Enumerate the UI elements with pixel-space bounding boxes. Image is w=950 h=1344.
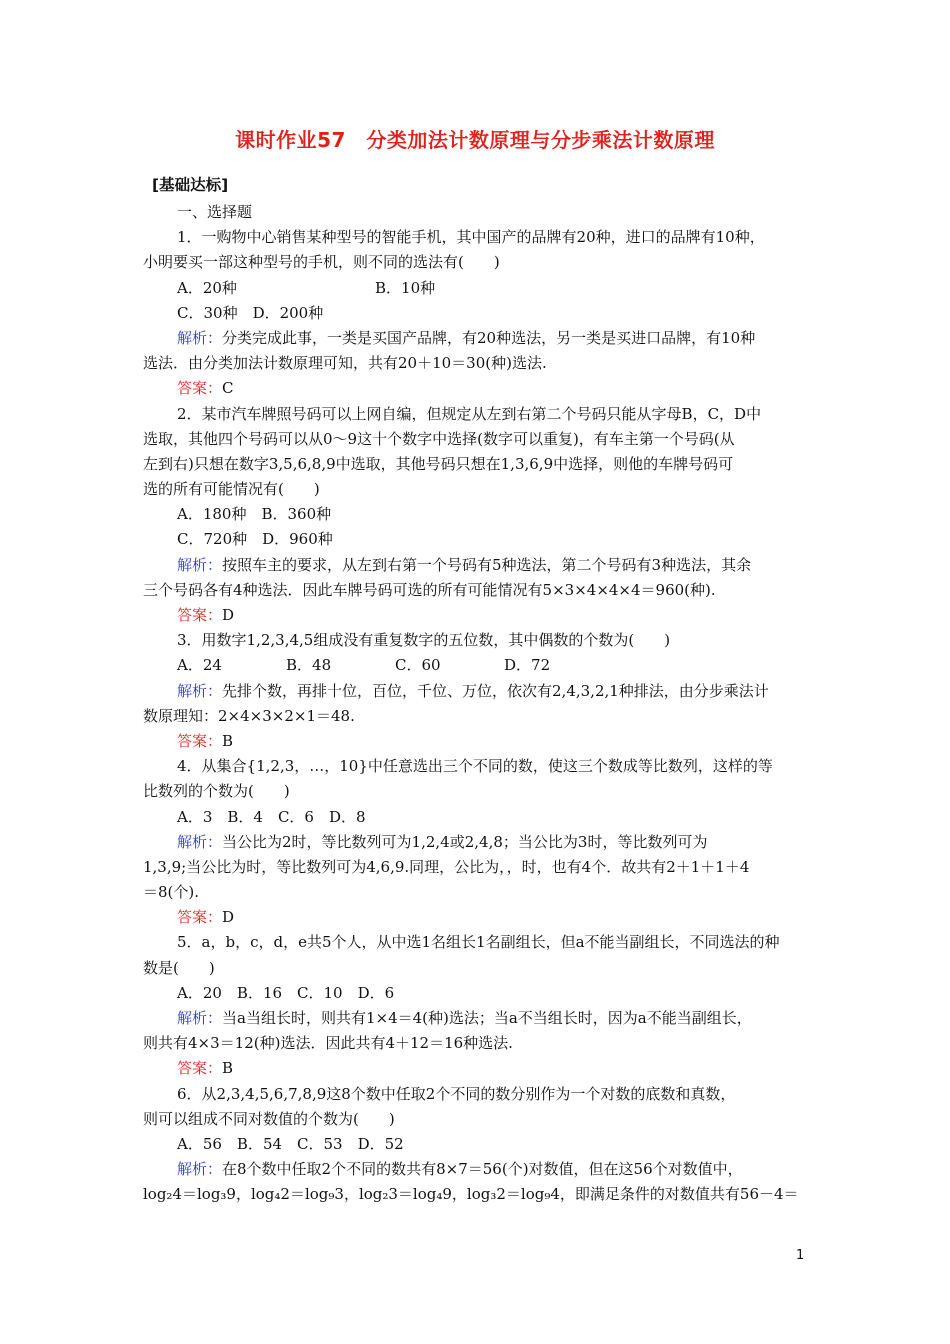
explanation-label: 解析：: [177, 1009, 223, 1027]
q1-options: [143, 276, 808, 301]
explanation-text: 分类完成此事，一类是买国产品牌，有20种选法，另一类是买进口品牌，有10种: [222, 328, 756, 347]
q6-stem-line: 6．从2,3,4,5,6,7,8,9这8个数中任取2个不同的数分别作为一个对数的底数和真数，: [177, 1084, 736, 1103]
q5-explanation: [143, 1006, 808, 1031]
page-number: 1: [796, 1248, 805, 1263]
q1-option-b: B．10种: [375, 278, 436, 297]
explanation-text: 当公比为2时，等比数列可为1,2,4或2,4,8；当公比为3时，等比数列可为: [222, 832, 708, 851]
q2-explanation: [143, 553, 808, 578]
q3-option-c: C．60: [395, 656, 441, 675]
q5-stem-line: 5．a，b，c，d，e共5个人，从中选1名组长1名副组长，但a不能当副组长，不同选法的种: [177, 933, 780, 952]
q1-explanation-line: 选法．由分类加法计数原理可知，共有20＋10＝30(种)选法.: [143, 354, 547, 373]
explanation-text: 按照车主的要求，从左到右第一个号码有5种选法，第二个号码有3种选法，其余: [222, 555, 752, 574]
q3-option-b: B．48: [286, 656, 332, 675]
answer-value: D: [222, 908, 235, 927]
q1-stem-line: 1．一购物中心销售某种型号的智能手机，其中国产的品牌有20种，进口的品牌有10种，: [177, 228, 765, 247]
q4-answer: [143, 905, 808, 930]
q3-stem-line: 3．用数字1,2,3,4,5组成没有重复数字的五位数，其中偶数的个数为( ): [177, 631, 671, 650]
q6-explanation-line: log₂4＝log₃9，log₄2＝log₉3，log₂3＝log₄9，log₃2＝log₉4，即满足条件的对数值共有56－4＝: [143, 1185, 799, 1204]
q4-explanation-line: ＝8(个).: [143, 883, 200, 902]
q1-stem-line: 小明要买一部这种型号的手机，则不同的选法有( ): [143, 253, 500, 272]
q6-explanation: [143, 1157, 808, 1182]
q1-options: C．30种 D．200种: [177, 303, 324, 322]
answer-value: C: [222, 379, 234, 398]
q3-explanation: [143, 679, 808, 704]
explanation-label: 解析：: [177, 681, 223, 700]
q1-option-a: A．20种: [177, 278, 237, 297]
q3-option-a: A．24: [177, 656, 222, 675]
q4-explanation: [143, 830, 808, 855]
q6-options: A．56 B．54 C．53 D．52: [177, 1134, 404, 1153]
explanation-text: 在8个数中任取2个不同的数共有8×7＝56(个)对数值，但在这56个对数值中，: [222, 1160, 743, 1179]
answer-label: 答案：: [177, 731, 223, 750]
q5-options: A．20 B．16 C．10 D．6: [177, 983, 395, 1002]
q5-stem-line: 数是( ): [143, 958, 215, 977]
q2-stem-line: 2．某市汽车牌照号码可以上网自编，但规定从左到右第二个号码只能从字母B，C，D中: [177, 404, 762, 423]
explanation-text: 当a当组长时，则共有1×4＝4(种)选法；当a不当组长时，因为a不能当副组长，: [222, 1009, 752, 1027]
answer-value: B: [222, 1059, 234, 1078]
q3-answer: [143, 729, 808, 754]
explanation-label: 解析：: [177, 832, 223, 851]
q4-stem-line: 比数列的个数为( ): [143, 782, 290, 801]
q4-options: A．3 B．4 C．6 D．8: [177, 807, 366, 826]
q2-stem-line: 左到右)只想在数字3,5,6,8,9中选取，其他号码只想在1,3,6,9中选择，则他的车牌号码可: [143, 454, 734, 473]
section-tag: [基础达标]: [152, 176, 229, 194]
answer-label: 答案：: [177, 379, 223, 398]
answer-label: 答案：: [177, 1059, 223, 1078]
q2-options: C．720种 D．960种: [177, 530, 333, 549]
answer-value: B: [222, 731, 234, 750]
q2-answer: [143, 603, 808, 628]
q3-option-d: D．72: [504, 656, 551, 675]
explanation-text: 先排个数，再排十位，百位，千位、万位，依次有2,4,3,2,1种排法，由分步乘法计: [222, 681, 769, 700]
q6-stem-line: 则可以组成不同对数值的个数为( ): [143, 1109, 395, 1128]
q4-explanation-line: 1,3,9;当公比为时，等比数列可为4,6,9.同理，公比为，，时，也有4个．故共有2＋1＋1＋4: [143, 857, 750, 876]
q2-stem-line: 选的所有可能情况有( ): [143, 480, 320, 499]
answer-label: 答案：: [177, 908, 223, 927]
answer-value: D: [222, 606, 235, 624]
q2-explanation-line: 三个号码各有4种选法．因此车牌号码可选的所有可能情况有5×3×4×4×4＝960(种).: [143, 580, 716, 599]
q2-options: A．180种 B．360种: [177, 505, 332, 524]
q3-options: [143, 653, 808, 678]
part-heading: 一、选择题: [177, 203, 253, 221]
q3-explanation-line: 数原理知：2×4×3×2×1＝48.: [143, 706, 355, 725]
q2-stem-line: 选取，其他四个号码可以从0～9这十个数字中选择(数字可以重复)，有车主第一个号码(从: [143, 429, 735, 448]
q5-answer: [143, 1056, 808, 1081]
explanation-label: 解析：: [177, 328, 223, 347]
answer-label: 答案：: [177, 606, 223, 624]
q5-explanation-line: 则共有4×3＝12(种)选法．因此共有4＋12＝16种选法.: [143, 1034, 513, 1053]
explanation-label: 解析：: [177, 1160, 223, 1179]
q4-stem-line: 4．从集合{1,2,3，…，10}中任意选出三个不同的数，使这三个数成等比数列，这样的等: [177, 757, 773, 776]
page-title: 课时作业57 分类加法计数原理与分步乘法计数原理: [235, 128, 715, 152]
document-body: [143, 200, 808, 1208]
q1-explanation: [143, 326, 808, 351]
q1-answer: [143, 376, 808, 401]
explanation-label: 解析：: [177, 555, 223, 574]
